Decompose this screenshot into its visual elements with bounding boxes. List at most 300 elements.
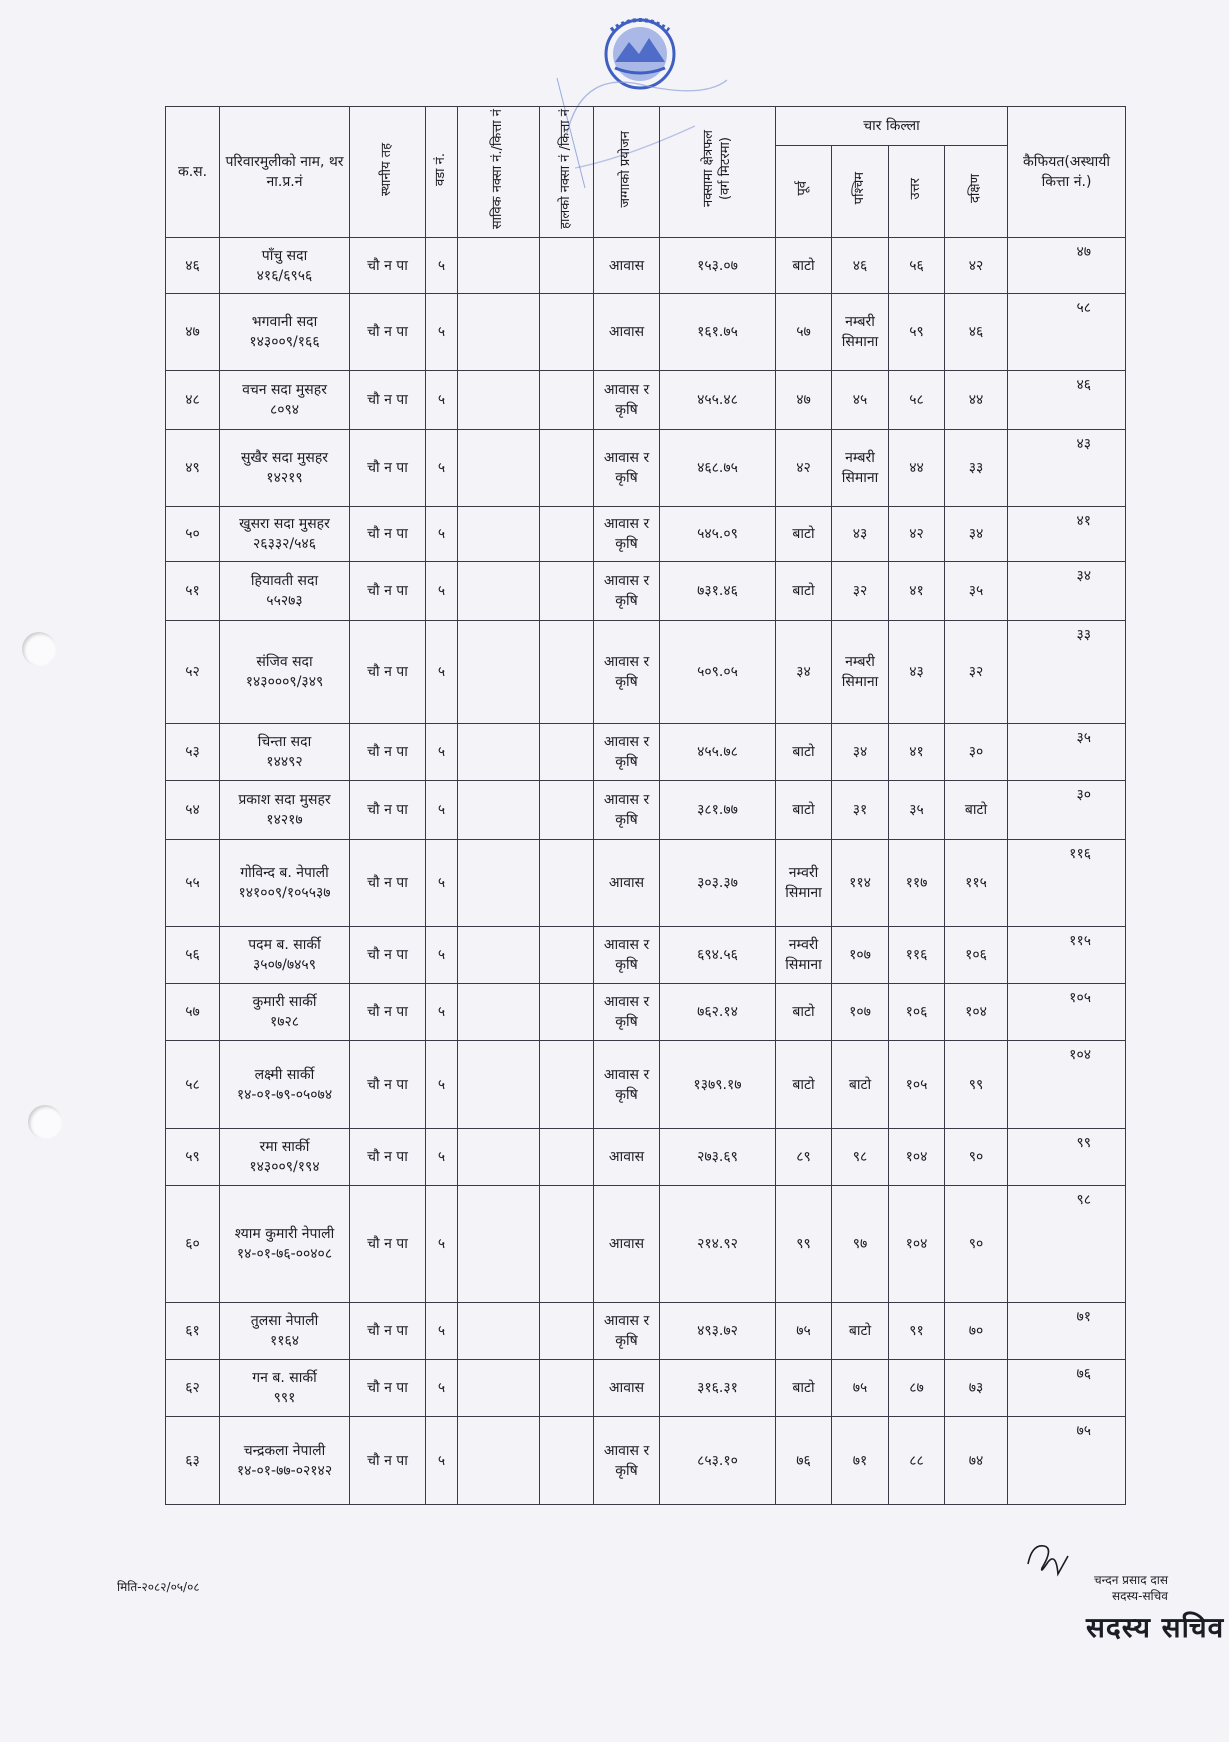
row-remark-cell bbox=[1008, 371, 1126, 430]
row-current-map bbox=[540, 507, 594, 562]
row-south: ३५ bbox=[945, 562, 1008, 621]
row-land-use: आवास र कृषि bbox=[594, 724, 660, 781]
row-remark-cell bbox=[1008, 294, 1126, 371]
land-record-table bbox=[165, 106, 1126, 1505]
row-remark-cell bbox=[1008, 430, 1126, 507]
row-name: कुमारी सार्की bbox=[252, 994, 317, 1011]
row-name: सुखैर सदा मुसहर bbox=[240, 450, 329, 467]
row-north: १०४ bbox=[889, 1129, 945, 1186]
row-local-level: चौ न पा bbox=[350, 371, 426, 430]
row-north: ११७ bbox=[889, 840, 945, 927]
row-remark-cell bbox=[1008, 1129, 1126, 1186]
row-name: वचन सदा मुसहर bbox=[242, 382, 327, 399]
row-local-level: चौ न पा bbox=[350, 562, 426, 621]
row-old-map bbox=[458, 724, 540, 781]
row-current-map bbox=[540, 927, 594, 984]
row-remark: ४६ bbox=[1076, 377, 1092, 394]
row-south: बाटो bbox=[945, 781, 1008, 840]
table-row bbox=[166, 562, 1126, 621]
row-west: ११४ bbox=[832, 840, 889, 927]
row-remark-cell bbox=[1008, 562, 1126, 621]
punch-hole-bottom bbox=[28, 1105, 62, 1139]
row-ward: ५ bbox=[426, 840, 458, 927]
row-remark: ५८ bbox=[1076, 300, 1092, 317]
row-north: ४४ bbox=[889, 430, 945, 507]
row-remark: ३५ bbox=[1076, 730, 1092, 747]
row-south: ४४ bbox=[945, 371, 1008, 430]
row-ward: ५ bbox=[426, 927, 458, 984]
row-area: ३०३.३७ bbox=[660, 840, 776, 927]
row-old-map bbox=[458, 781, 540, 840]
row-north: १०५ bbox=[889, 1041, 945, 1129]
row-south: ३० bbox=[945, 724, 1008, 781]
header-local-level: स्थानीय तह bbox=[350, 107, 426, 238]
table-row bbox=[166, 1129, 1126, 1186]
row-name-cell bbox=[220, 430, 350, 507]
row-old-map bbox=[458, 927, 540, 984]
row-south: ७४ bbox=[945, 1417, 1008, 1505]
row-south: ४६ bbox=[945, 294, 1008, 371]
row-south: ३३ bbox=[945, 430, 1008, 507]
row-remark: १०५ bbox=[1069, 990, 1092, 1007]
row-name-cell bbox=[220, 1041, 350, 1129]
table-row bbox=[166, 927, 1126, 984]
row-area: ५४५.०९ bbox=[660, 507, 776, 562]
row-current-map bbox=[540, 840, 594, 927]
row-old-map bbox=[458, 1186, 540, 1303]
row-north: ५९ bbox=[889, 294, 945, 371]
table-row bbox=[166, 294, 1126, 371]
row-remark: ३० bbox=[1076, 787, 1092, 804]
row-id: ९९१ bbox=[273, 1390, 296, 1407]
row-id: ४१६/६९५६ bbox=[256, 267, 313, 284]
row-land-use: आवास bbox=[594, 840, 660, 927]
row-old-map bbox=[458, 984, 540, 1041]
row-local-level: चौ न पा bbox=[350, 781, 426, 840]
row-name: भगवानी सदा bbox=[251, 314, 318, 331]
table-row bbox=[166, 621, 1126, 724]
signatory-stamp: सदस्य सचिव bbox=[1086, 1611, 1225, 1644]
row-sn: ५४ bbox=[166, 781, 220, 840]
row-north: ४१ bbox=[889, 562, 945, 621]
row-remark: ३३ bbox=[1076, 627, 1092, 644]
row-sn: ५३ bbox=[166, 724, 220, 781]
row-remark: ९९ bbox=[1076, 1135, 1092, 1152]
row-land-use: आवास र कृषि bbox=[594, 430, 660, 507]
row-north: ४३ bbox=[889, 621, 945, 724]
row-sn: ४७ bbox=[166, 294, 220, 371]
row-east: ८९ bbox=[776, 1129, 832, 1186]
row-west: १०७ bbox=[832, 984, 889, 1041]
row-name: संजिव सदा bbox=[256, 654, 313, 671]
row-ward: ५ bbox=[426, 781, 458, 840]
table-body bbox=[166, 238, 1126, 1505]
row-id: १४२१९ bbox=[266, 470, 303, 487]
row-sn: ५५ bbox=[166, 840, 220, 927]
header-north: उत्तर bbox=[889, 145, 945, 238]
row-id: ८०९४ bbox=[269, 402, 300, 419]
row-area: ४५५.७८ bbox=[660, 724, 776, 781]
row-name: गोविन्द ब. नेपाली bbox=[240, 865, 329, 882]
row-ward: ५ bbox=[426, 294, 458, 371]
row-west: बाटो bbox=[832, 1041, 889, 1129]
row-south: ९० bbox=[945, 1186, 1008, 1303]
row-id: ३५०७/७४५९ bbox=[253, 957, 316, 974]
row-west: १०७ bbox=[832, 927, 889, 984]
row-name: प्रकाश सदा मुसहर bbox=[238, 792, 331, 809]
row-id: ११६४ bbox=[269, 1333, 300, 1350]
row-area: ३८१.७७ bbox=[660, 781, 776, 840]
row-sn: ५८ bbox=[166, 1041, 220, 1129]
table-row bbox=[166, 371, 1126, 430]
table-row bbox=[166, 984, 1126, 1041]
row-current-map bbox=[540, 1129, 594, 1186]
header-east: पूर्व bbox=[776, 145, 832, 238]
row-old-map bbox=[458, 371, 540, 430]
row-west: ३४ bbox=[832, 724, 889, 781]
row-name: लक्ष्मी सार्की bbox=[254, 1066, 315, 1083]
row-north: ८८ bbox=[889, 1417, 945, 1505]
row-local-level: चौ न पा bbox=[350, 1186, 426, 1303]
row-area: १६१.७५ bbox=[660, 294, 776, 371]
row-south: ४२ bbox=[945, 238, 1008, 294]
row-west: बाटो bbox=[832, 1303, 889, 1360]
row-local-level: चौ न पा bbox=[350, 1041, 426, 1129]
row-old-map bbox=[458, 840, 540, 927]
row-id: १४२१७ bbox=[266, 812, 303, 829]
row-east: ४२ bbox=[776, 430, 832, 507]
row-south: १०६ bbox=[945, 927, 1008, 984]
row-id: १४४९२ bbox=[266, 754, 303, 771]
row-remark: ७१ bbox=[1076, 1309, 1092, 1326]
row-south: ३४ bbox=[945, 507, 1008, 562]
row-name: तुलसा नेपाली bbox=[250, 1313, 319, 1330]
row-name: खुसरा सदा मुसहर bbox=[239, 516, 330, 533]
row-current-map bbox=[540, 1186, 594, 1303]
table-row bbox=[166, 781, 1126, 840]
row-remark: ९८ bbox=[1076, 1192, 1092, 1209]
row-north: १०६ bbox=[889, 984, 945, 1041]
row-id: १४-०१-७७-०२१४२ bbox=[236, 1462, 333, 1479]
row-old-map bbox=[458, 1417, 540, 1505]
row-name: श्याम कुमारी नेपाली bbox=[234, 1226, 335, 1243]
table-row bbox=[166, 238, 1126, 294]
row-local-level: चौ न पा bbox=[350, 927, 426, 984]
header-sn: क.स. bbox=[166, 107, 220, 238]
row-east: ३४ bbox=[776, 621, 832, 724]
row-sn: ४६ bbox=[166, 238, 220, 294]
row-id: १४-०१-७६-००४०८ bbox=[236, 1246, 333, 1263]
row-id: १४३००९/१९४ bbox=[249, 1159, 320, 1176]
row-west: ४६ bbox=[832, 238, 889, 294]
row-old-map bbox=[458, 1303, 540, 1360]
row-area: ४९३.७२ bbox=[660, 1303, 776, 1360]
row-old-map bbox=[458, 1360, 540, 1417]
row-remark: १०४ bbox=[1069, 1047, 1092, 1064]
row-south: १०४ bbox=[945, 984, 1008, 1041]
row-id: १४३०००९/३४९ bbox=[245, 674, 324, 691]
row-current-map bbox=[540, 984, 594, 1041]
row-current-map bbox=[540, 238, 594, 294]
row-north: ९१ bbox=[889, 1303, 945, 1360]
row-sn: ५१ bbox=[166, 562, 220, 621]
row-ward: ५ bbox=[426, 1360, 458, 1417]
row-north: ४२ bbox=[889, 507, 945, 562]
row-name-cell bbox=[220, 294, 350, 371]
row-old-map bbox=[458, 621, 540, 724]
row-local-level: चौ न पा bbox=[350, 840, 426, 927]
row-remark-cell bbox=[1008, 927, 1126, 984]
row-sn: ५६ bbox=[166, 927, 220, 984]
row-current-map bbox=[540, 1417, 594, 1505]
row-west: ७५ bbox=[832, 1360, 889, 1417]
row-ward: ५ bbox=[426, 724, 458, 781]
row-id: १४३००९/१६६ bbox=[249, 334, 320, 351]
table-row bbox=[166, 1186, 1126, 1303]
row-south: ९० bbox=[945, 1129, 1008, 1186]
row-east: बाटो bbox=[776, 984, 832, 1041]
row-local-level: चौ न पा bbox=[350, 621, 426, 724]
row-ward: ५ bbox=[426, 1417, 458, 1505]
header-current-map: हालको नक्सा नं /कित्ता नं bbox=[540, 107, 594, 238]
row-east: नम्वरी सिमाना bbox=[776, 927, 832, 984]
row-name-cell bbox=[220, 1360, 350, 1417]
row-south: ७३ bbox=[945, 1360, 1008, 1417]
row-name-cell bbox=[220, 371, 350, 430]
row-remark-cell bbox=[1008, 1186, 1126, 1303]
header-boundary-group: चार किल्ला bbox=[776, 107, 1008, 146]
row-id: २६३३२/५४६ bbox=[253, 536, 316, 553]
row-west: ४५ bbox=[832, 371, 889, 430]
row-north: ८७ bbox=[889, 1360, 945, 1417]
row-remark-cell bbox=[1008, 1417, 1126, 1505]
header-name: परिवारमुलीको नाम, थर ना.प्र.नं bbox=[220, 107, 350, 238]
row-ward: ५ bbox=[426, 984, 458, 1041]
row-remark-cell bbox=[1008, 238, 1126, 294]
row-area: ४६८.७५ bbox=[660, 430, 776, 507]
row-name-cell bbox=[220, 621, 350, 724]
row-name-cell bbox=[220, 984, 350, 1041]
row-area: ७६२.१४ bbox=[660, 984, 776, 1041]
table-row bbox=[166, 507, 1126, 562]
row-south: ११५ bbox=[945, 840, 1008, 927]
row-area: ८५३.१० bbox=[660, 1417, 776, 1505]
row-west: ४३ bbox=[832, 507, 889, 562]
row-land-use: आवास bbox=[594, 294, 660, 371]
row-name-cell bbox=[220, 562, 350, 621]
table-row bbox=[166, 1041, 1126, 1129]
row-ward: ५ bbox=[426, 1186, 458, 1303]
row-old-map bbox=[458, 294, 540, 371]
row-current-map bbox=[540, 1041, 594, 1129]
row-north: ५८ bbox=[889, 371, 945, 430]
row-current-map bbox=[540, 562, 594, 621]
row-remark: ११६ bbox=[1069, 846, 1092, 863]
row-north: ११६ bbox=[889, 927, 945, 984]
row-remark-cell bbox=[1008, 781, 1126, 840]
row-old-map bbox=[458, 238, 540, 294]
row-local-level: चौ न पा bbox=[350, 1360, 426, 1417]
row-current-map bbox=[540, 430, 594, 507]
row-area: ४५५.४८ bbox=[660, 371, 776, 430]
row-name: पदम ब. सार्की bbox=[248, 937, 321, 954]
row-sn: ६१ bbox=[166, 1303, 220, 1360]
punch-hole-top bbox=[22, 632, 56, 666]
table-row bbox=[166, 1360, 1126, 1417]
row-east: बाटो bbox=[776, 238, 832, 294]
row-east: बाटो bbox=[776, 724, 832, 781]
row-name: चन्द्रकला नेपाली bbox=[243, 1442, 326, 1459]
row-remark: ११५ bbox=[1069, 933, 1092, 950]
row-local-level: चौ न पा bbox=[350, 1417, 426, 1505]
row-local-level: चौ न पा bbox=[350, 507, 426, 562]
row-name: चिन्ता सदा bbox=[257, 734, 312, 751]
row-remark: ४७ bbox=[1076, 244, 1092, 261]
header-west: पश्चिम bbox=[832, 145, 889, 238]
row-land-use: आवास र कृषि bbox=[594, 507, 660, 562]
row-west: ३१ bbox=[832, 781, 889, 840]
row-south: ९९ bbox=[945, 1041, 1008, 1129]
row-remark-cell bbox=[1008, 621, 1126, 724]
header-remark: कैफियत(अस्थायी कित्ता नं.) bbox=[1008, 107, 1126, 238]
document-date: मिति-२०८२/०५/०८ bbox=[117, 1580, 200, 1594]
row-ward: ५ bbox=[426, 562, 458, 621]
row-remark-cell bbox=[1008, 840, 1126, 927]
header-south: दक्षिण bbox=[945, 145, 1008, 238]
row-remark: ७५ bbox=[1076, 1423, 1092, 1440]
row-west: नम्बरी सिमाना bbox=[832, 621, 889, 724]
row-local-level: चौ न पा bbox=[350, 1303, 426, 1360]
row-land-use: आवास र कृषि bbox=[594, 1041, 660, 1129]
header-land-use: जग्गाको प्रयोजन bbox=[594, 107, 660, 238]
row-name: हियावती सदा bbox=[250, 573, 319, 590]
row-land-use: आवास र कृषि bbox=[594, 562, 660, 621]
row-land-use: आवास र कृषि bbox=[594, 1303, 660, 1360]
row-local-level: चौ न पा bbox=[350, 294, 426, 371]
row-land-use: आवास bbox=[594, 1360, 660, 1417]
row-area: २७३.६९ bbox=[660, 1129, 776, 1186]
row-local-level: चौ न पा bbox=[350, 238, 426, 294]
row-ward: ५ bbox=[426, 1041, 458, 1129]
row-ward: ५ bbox=[426, 507, 458, 562]
row-east: ४७ bbox=[776, 371, 832, 430]
row-sn: ५० bbox=[166, 507, 220, 562]
row-land-use: आवास र कृषि bbox=[594, 1417, 660, 1505]
row-name-cell bbox=[220, 724, 350, 781]
row-west: नम्बरी सिमाना bbox=[832, 294, 889, 371]
row-old-map bbox=[458, 507, 540, 562]
row-sn: ६० bbox=[166, 1186, 220, 1303]
row-name: पाँचु सदा bbox=[261, 247, 308, 264]
row-east: ५७ bbox=[776, 294, 832, 371]
row-north: ३५ bbox=[889, 781, 945, 840]
row-east: ९९ bbox=[776, 1186, 832, 1303]
row-remark: ७६ bbox=[1076, 1366, 1092, 1383]
row-current-map bbox=[540, 724, 594, 781]
row-west: ९७ bbox=[832, 1186, 889, 1303]
row-local-level: चौ न पा bbox=[350, 430, 426, 507]
row-area: १३७९.१७ bbox=[660, 1041, 776, 1129]
row-sn: ५२ bbox=[166, 621, 220, 724]
row-area: ५०९.०५ bbox=[660, 621, 776, 724]
row-remark-cell bbox=[1008, 1303, 1126, 1360]
row-remark: ४३ bbox=[1076, 436, 1092, 453]
row-ward: ५ bbox=[426, 1303, 458, 1360]
row-old-map bbox=[458, 430, 540, 507]
row-area: ६९४.५६ bbox=[660, 927, 776, 984]
table-row bbox=[166, 1417, 1126, 1505]
row-name-cell bbox=[220, 507, 350, 562]
row-name-cell bbox=[220, 927, 350, 984]
row-remark-cell bbox=[1008, 1360, 1126, 1417]
row-sn: ४८ bbox=[166, 371, 220, 430]
row-id: १४१००९/१०५५३७ bbox=[238, 885, 331, 902]
row-land-use: आवास र कृषि bbox=[594, 984, 660, 1041]
row-old-map bbox=[458, 1041, 540, 1129]
row-ward: ५ bbox=[426, 430, 458, 507]
row-sn: ५७ bbox=[166, 984, 220, 1041]
row-sn: ५९ bbox=[166, 1129, 220, 1186]
row-area: १५३.०७ bbox=[660, 238, 776, 294]
row-remark: ३४ bbox=[1076, 568, 1092, 585]
row-north: ५६ bbox=[889, 238, 945, 294]
row-ward: ५ bbox=[426, 1129, 458, 1186]
table-row bbox=[166, 1303, 1126, 1360]
row-name-cell bbox=[220, 1303, 350, 1360]
row-east: बाटो bbox=[776, 507, 832, 562]
row-east: बाटो bbox=[776, 562, 832, 621]
row-remark-cell bbox=[1008, 724, 1126, 781]
row-current-map bbox=[540, 294, 594, 371]
row-land-use: आवास र कृषि bbox=[594, 927, 660, 984]
row-ward: ५ bbox=[426, 621, 458, 724]
row-ward: ५ bbox=[426, 238, 458, 294]
row-land-use: आवास bbox=[594, 1129, 660, 1186]
row-south: ३२ bbox=[945, 621, 1008, 724]
row-north: ४१ bbox=[889, 724, 945, 781]
row-west: ३२ bbox=[832, 562, 889, 621]
row-east: बाटो bbox=[776, 1360, 832, 1417]
row-id: १४-०१-७९-०५०७४ bbox=[236, 1086, 333, 1103]
row-land-use: आवास र कृषि bbox=[594, 371, 660, 430]
row-remark-cell bbox=[1008, 1041, 1126, 1129]
row-current-map bbox=[540, 1303, 594, 1360]
row-name: रमा सार्की bbox=[259, 1139, 310, 1156]
row-current-map bbox=[540, 621, 594, 724]
signatory-name: चन्दन प्रसाद दास bbox=[1094, 1573, 1169, 1587]
header-area: नक्सामा क्षेत्रफल (वर्ग मिटरमा) bbox=[660, 107, 776, 238]
row-name: गन ब. सार्की bbox=[252, 1370, 317, 1387]
row-west: ७१ bbox=[832, 1417, 889, 1505]
signatory-role: सदस्य-सचिव bbox=[1112, 1589, 1168, 1603]
signature-icon bbox=[1022, 1534, 1072, 1582]
header-ward: वडा नं. bbox=[426, 107, 458, 238]
row-remark-cell bbox=[1008, 984, 1126, 1041]
row-north: १०४ bbox=[889, 1186, 945, 1303]
row-name-cell bbox=[220, 781, 350, 840]
row-id: ५५२७३ bbox=[266, 593, 303, 610]
row-name-cell bbox=[220, 840, 350, 927]
row-land-use: आवास र कृषि bbox=[594, 781, 660, 840]
row-remark-cell bbox=[1008, 507, 1126, 562]
row-local-level: चौ न पा bbox=[350, 984, 426, 1041]
header-old-map: साविक नक्सा नं./कित्ता नं bbox=[458, 107, 540, 238]
table-row bbox=[166, 840, 1126, 927]
row-name-cell bbox=[220, 1186, 350, 1303]
row-west: ९८ bbox=[832, 1129, 889, 1186]
row-area: ७३१.४६ bbox=[660, 562, 776, 621]
row-sn: ४९ bbox=[166, 430, 220, 507]
